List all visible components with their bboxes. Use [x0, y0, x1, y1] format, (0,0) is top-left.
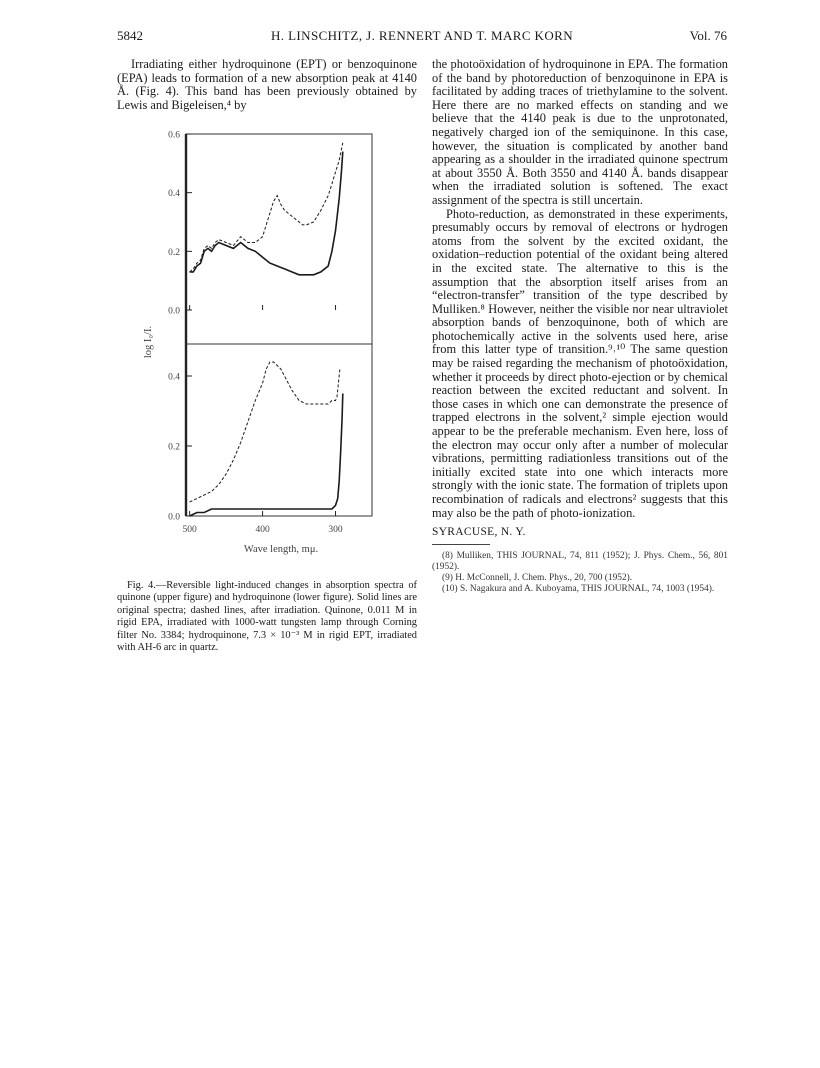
- x-tick-label: 400: [255, 525, 270, 535]
- y-axis-label: log I₀/I.: [143, 325, 154, 359]
- plot-frame: [186, 134, 372, 516]
- y-tick-label: 0.4: [168, 372, 180, 383]
- y-tick-label: 0.6: [168, 130, 180, 141]
- y-tick-label: 0.0: [168, 512, 180, 523]
- right-column: [432, 58, 728, 596]
- reference-8: (8) Mulliken, THIS JOURNAL, 74, 811 (1952); J. Phys. Chem., 56, 801 (1952).: [432, 550, 728, 572]
- y-tick-label: 0.4: [168, 189, 180, 200]
- left-column: [117, 58, 417, 112]
- reference-9: (9) H. McConnell, J. Chem. Phys., 20, 700 (1952).: [442, 573, 633, 584]
- x-tick-label: 300: [328, 525, 343, 535]
- spectra-curves: [190, 143, 343, 516]
- volume-label: Vol. 76: [689, 28, 727, 43]
- right-paragraph-2: Photo-reduction, as demonstrated in these experiments, presumably occurs by removal of electrons or hydrogen atoms from the solvent by the excited oxidant, the oxidation–reduction potential of the oxidant being altered in the excited state. The alternative to this is the assumption that the absorption itself arises from an “electron-transfer” transition of the type described by Mulliken.⁸ However, neither the visible nor near ultraviolet absorption bands of benzoquinone, both of which are photochemically active in the solvents used here, arise from this latter type of transition.⁹˒¹⁰ The same question may be raised regarding the mechanism of photoöxidation, whether it proceeds by direct photo-ejection or by chemical reaction between the excited reductant and solvent. In those cases in which one can demonstrate the presence of trapped electrons in the solvent,² simple ejection would appear to be the preferable mechanism. Even here, loss of the electron may occur only after a number of molecular vibrations, permitting radiationless transitions out of the initially excited state into one which interacts more strongly with the ionic state. The formation of triplets upon recombination of radicals and electrons² suggests that this may also be the path of photo-ionization.: [432, 206, 728, 520]
- header-authors: H. LINSCHITZ, J. RENNERT AND T. MARC KORN: [271, 28, 573, 43]
- reference-10: (10) S. Nagakura and A. Kuboyama, THIS JOURNAL, 74, 1003 (1954).: [442, 584, 715, 595]
- irradiated-spectrum-line: [190, 362, 340, 502]
- original-spectrum-line: [190, 394, 343, 517]
- figure-4-spectra: [143, 126, 406, 566]
- affiliation-signature: SYRACUSE, N. Y.: [432, 526, 526, 539]
- tick-labels: [168, 131, 343, 536]
- references: [432, 551, 728, 596]
- left-paragraph: Irradiating either hydroquinone (EPT) or benzoquinone (EPA) leads to formation of a new absorption peak at 4140 Å. (Fig. 4). This band has been previously obtained by Lewis and Bigeleisen,⁴ by: [117, 57, 417, 112]
- axis-ticks: [186, 134, 336, 516]
- footnote-rule: [432, 544, 490, 545]
- x-tick-label: 500: [182, 525, 197, 535]
- figure-caption: [117, 580, 417, 654]
- original-spectrum-line: [190, 152, 343, 275]
- irradiated-spectrum-line: [190, 143, 343, 272]
- page-number: 5842: [117, 28, 143, 43]
- running-header: [117, 28, 727, 46]
- y-tick-label: 0.2: [168, 247, 180, 258]
- y-tick-label: 0.0: [168, 306, 180, 317]
- right-paragraph-1: the photoöxidation of hydroquinone in EPA. The formation of the band by photoreduction of benzoquinone in EPA is facilitated by adding traces of triethylamine to the solvent. Here there are no marked effects on standing and we believe that the 4140 peak is due to the unprotonated, negatively charged ion of the semiquinone. In this case, however, the situation is complicated by another band appearing as a shoulder in the irradiated quinone spectrum at about 3550 Å. Both 3550 and 4140 Å. bands disappear when the irradiated solution is softened. The exact assignment of the spectra is still uncertain.: [432, 57, 728, 207]
- y-tick-label: 0.2: [168, 442, 180, 453]
- x-axis-label: Wave length, mμ.: [243, 544, 319, 555]
- caption-text: Fig. 4.—Reversible light-induced changes in absorption spectra of quinone (upper figure) and hydroquinone (lower figure). Solid lines are original spectra; dashed lines, after irradiation. Quinone, 0.011 M in rigid EPA, irradiated with 1000-watt tungsten lamp through Corning filter No. 3384; hydroquinone, 7.3 × 10⁻³ M in rigid EPT, irradiated with AH-6 arc in quartz.: [117, 580, 417, 654]
